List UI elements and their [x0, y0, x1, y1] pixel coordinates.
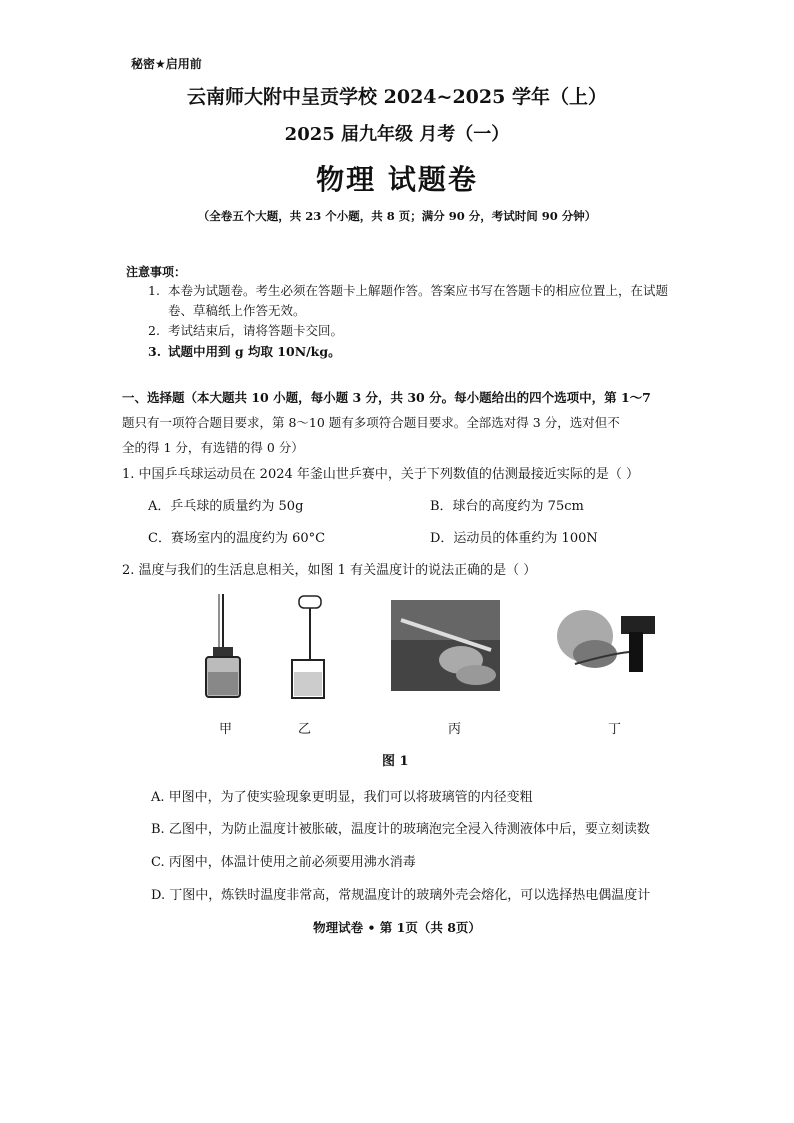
- page-footer: 物理试卷 • 第 1页（共 8页）: [313, 920, 481, 935]
- q2-option-b: B. 乙图中，为防止温度计被胀破，温度计的玻璃泡完全浸入待测液体中后，要立刻读数: [151, 822, 650, 837]
- figure-caption: 图 1: [382, 754, 409, 769]
- q2-option-d: D. 丁图中，炼铁时温度非常高，常规温度计的玻璃外壳会熔化，可以选择热电偶温度计: [151, 888, 651, 903]
- q2-option-a: A. 甲图中，为了使实验现象更明显，我们可以将玻璃管的内径变粗: [151, 790, 533, 805]
- subject-title: 物理 试题卷: [316, 163, 478, 196]
- notice-item-1-cont: 卷、草稿纸上作答无效。: [168, 303, 306, 318]
- figure-label-bing: 丙: [448, 722, 462, 737]
- q1-option-d: D．运动员的体重约为 100N: [430, 531, 598, 546]
- q1-option-c: C．赛场室内的温度约为 60°C: [148, 531, 326, 546]
- q2-option-c: C. 丙图中，体温计使用之前必须要用沸水消毒: [151, 855, 416, 870]
- figure-label-jia: 甲: [219, 722, 233, 737]
- confidential-mark: 秘密★启用前: [131, 57, 202, 71]
- question-1-stem: 1. 中国乒乓球运动员在 2024 年釜山世乒赛中，关于下列数值的估测最接近实际的是（ ）: [122, 467, 640, 482]
- school-title: 云南师大附中呈贡学校 2024~2025 学年（上）: [187, 86, 607, 108]
- section-1-instructions: 一、选择题（本大题共 10 小题，每小题 3 分，共 30 分。每小题给出的四个选项中，第 1～7 题只有一项符合题目要求，第 8～10 题有多项符合题目要求。全部选对得 3 分，选对但不 全的得 1 分，有选错的得 0 分）: [122, 390, 651, 455]
- notice-item-2: 2. 考试结束后，请将答题卡交回。: [148, 323, 344, 338]
- q1-option-a: A．乒乓球的质量约为 50g: [148, 499, 304, 514]
- figure-bing-clinical-thermometer-photo: [391, 600, 500, 691]
- notice-heading: 注意事项：: [126, 265, 187, 279]
- notice-item-3: 3. 试题中用到 g 均取 10N/kg。: [148, 344, 341, 359]
- notice-item-1: 1. 本卷为试题卷。考生必须在答题卡上解题作答。答案应书写在答题卡的相应位置上，在试题: [148, 283, 669, 298]
- exam-title: 2025 届九年级 月考（一）: [284, 124, 510, 145]
- figure-yi-thermometer-beaker: [284, 590, 334, 702]
- figure-jia-thermometer-flask: [198, 592, 248, 704]
- exam-info: （全卷五个大题，共 23 个小题，共 8 页；满分 90 分，考试时间 90 分钟）: [197, 209, 597, 223]
- figure-label-ding: 丁: [608, 722, 622, 737]
- figure-label-yi: 乙: [298, 722, 312, 737]
- q1-option-b: B．球台的高度约为 75cm: [430, 499, 584, 514]
- question-2-stem: 2. 温度与我们的生活息息相关，如图 1 有关温度计的说法正确的是（ ）: [122, 563, 537, 578]
- figure-ding-thermocouple-photo: [555, 604, 659, 678]
